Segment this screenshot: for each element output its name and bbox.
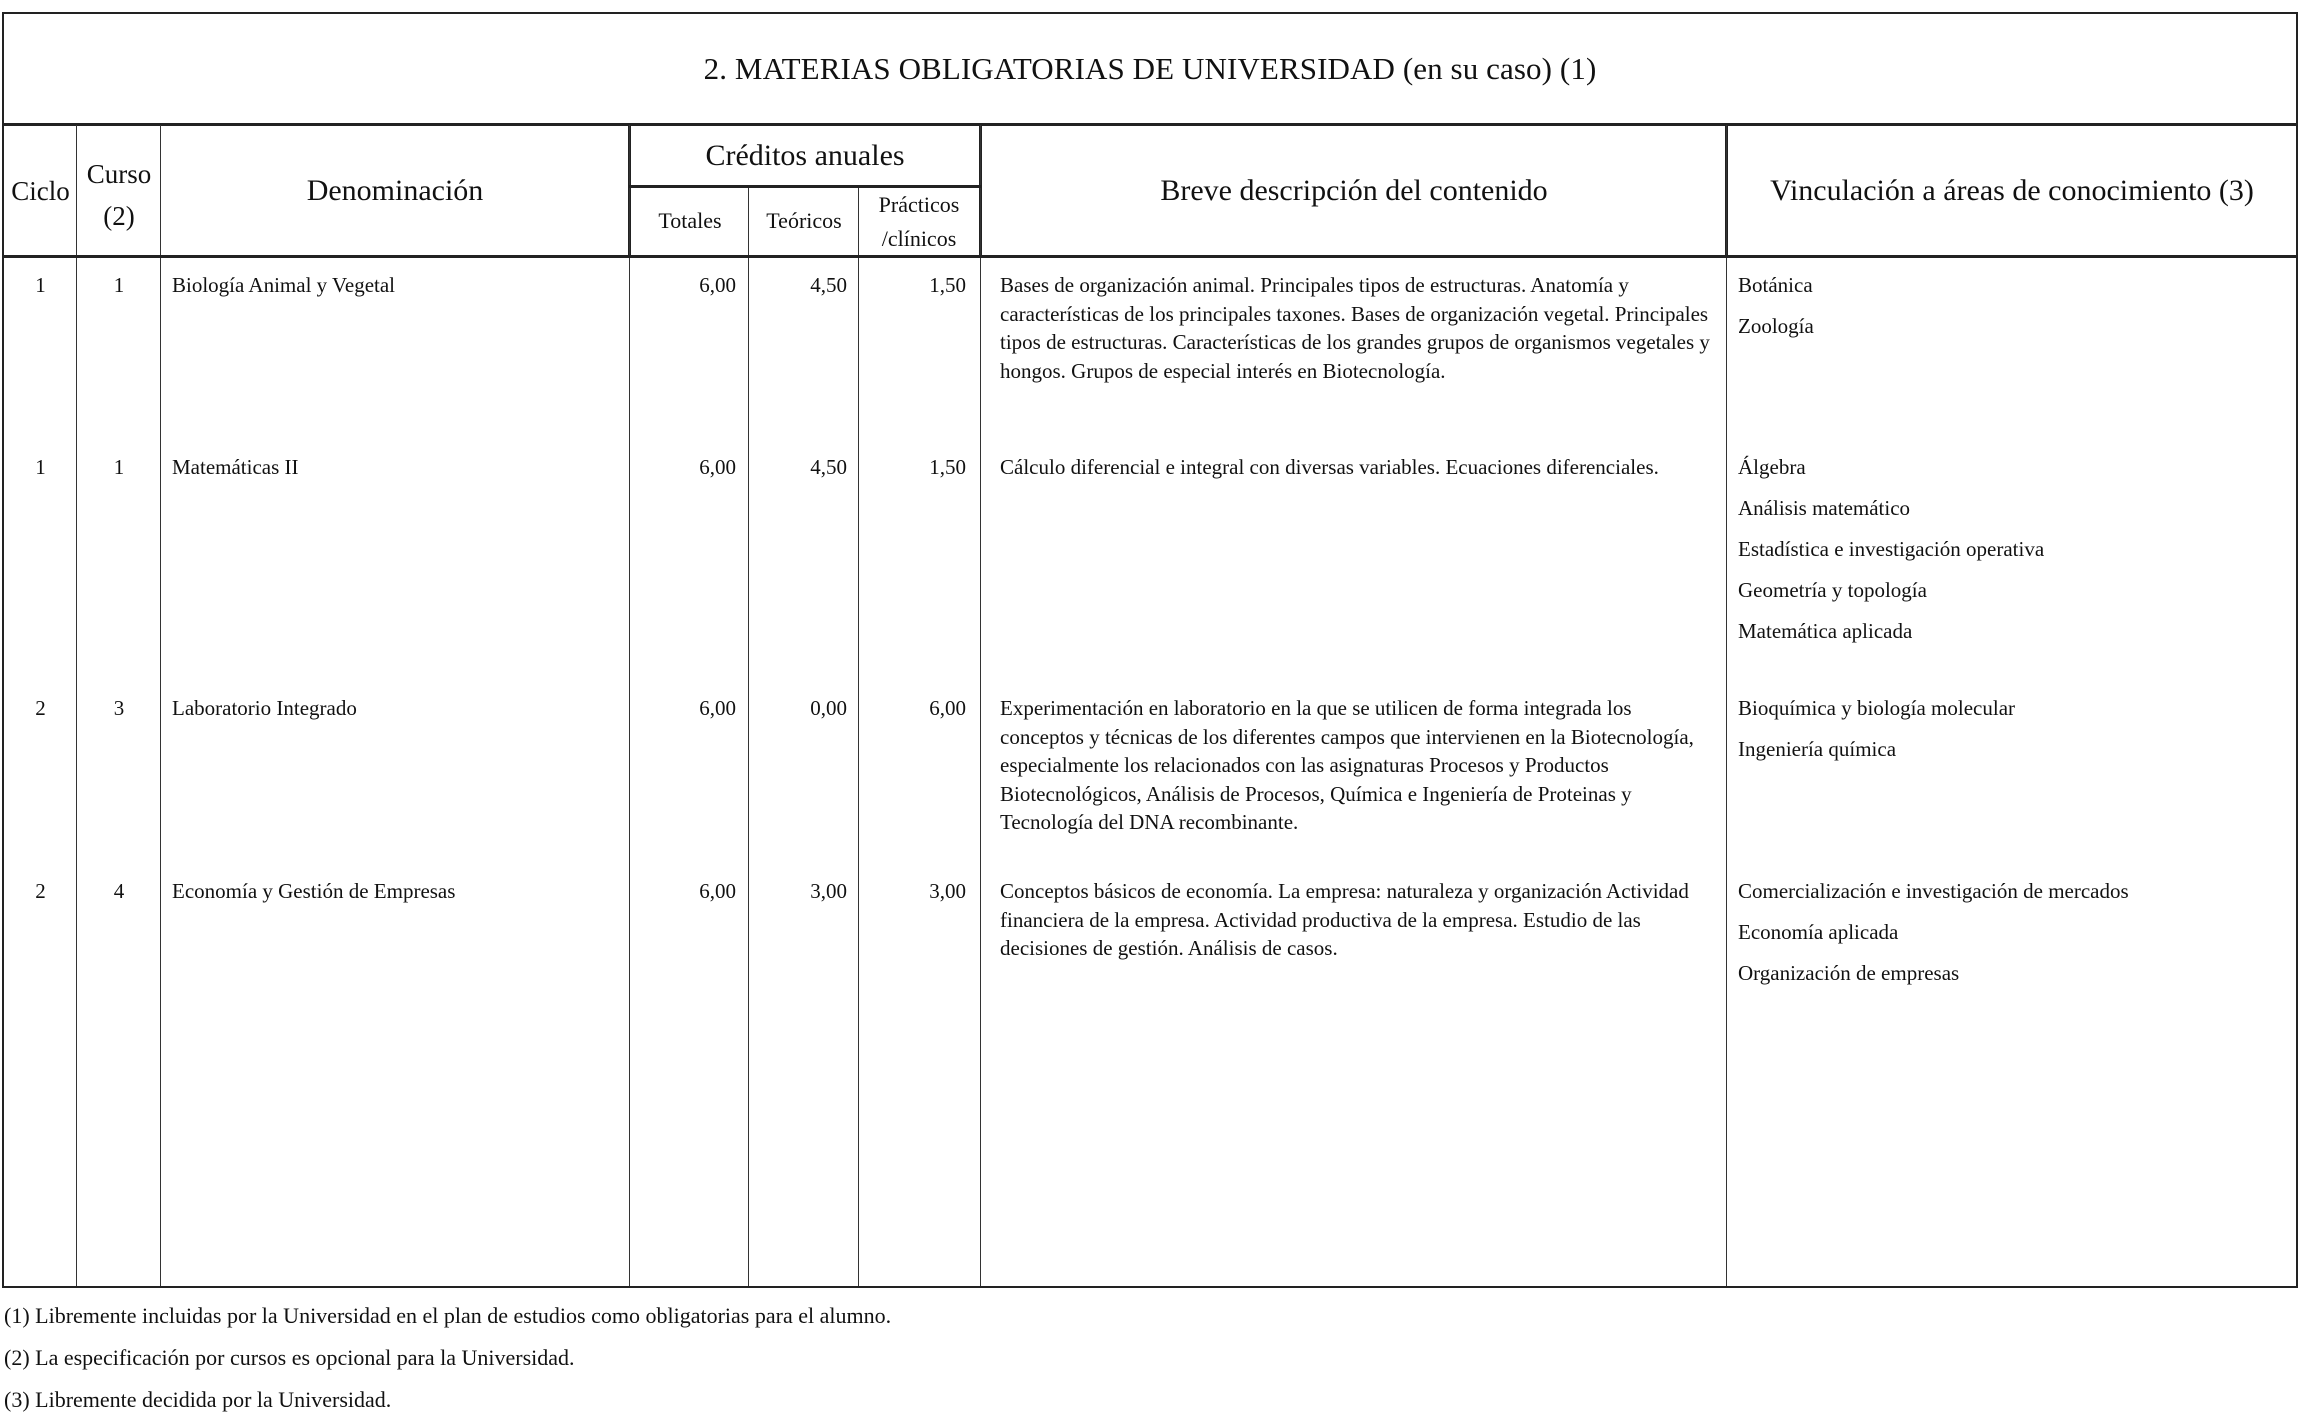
cell-ciclo: 1 — [35, 273, 46, 297]
cell-denominacion: Matemáticas II — [172, 455, 299, 479]
header-curso — [77, 125, 161, 257]
cell-descripcion: Conceptos básicos de economía. La empresa: naturaleza y organización Actividad financiera de la empresa. Actividad productiva de la empresa. Estudio de las decisiones de gestión. Análisis de casos. — [1000, 879, 1689, 960]
area-item: Análisis matemático — [1738, 496, 1911, 520]
header-practicos — [859, 188, 979, 255]
cell-curso: 1 — [113, 273, 125, 297]
header-ciclo: Ciclo — [11, 175, 70, 206]
area-item: Botánica — [1738, 273, 1813, 297]
cell-ciclo: 1 — [35, 455, 46, 479]
subjects-table — [2, 125, 2298, 1288]
divider-teoricos-practicos — [858, 187, 859, 1286]
cell-curso: 4 — [113, 879, 125, 903]
footnote-1: (1) Libremente incluidas por la Universidad en el plan de estudios como obligatorias para el alumno. — [4, 1303, 892, 1328]
cell-curso: 3 — [113, 696, 125, 720]
cell-areas — [1738, 877, 2288, 1000]
divider-practicos-descripcion — [980, 125, 981, 1286]
header-curso-note: (2) — [103, 201, 135, 231]
header-teoricos: Teóricos — [766, 208, 842, 234]
area-item: Economía aplicada — [1738, 920, 1899, 944]
header-totales: Totales — [658, 208, 722, 234]
cell-denominacion: Economía y Gestión de Empresas — [172, 879, 456, 903]
header-descripcion: Breve descripción del contenido — [1160, 174, 1548, 207]
divider-denominacion-creditos — [629, 125, 630, 1286]
divider-totales-teoricos — [748, 187, 749, 1286]
cell-curso: 1 — [113, 455, 125, 479]
divider-descripcion-vinculacion — [1726, 125, 1727, 1286]
cell-totales: 6,00 — [699, 455, 736, 479]
header-practicos-line2: /clínicos — [881, 225, 957, 251]
cell-descripcion: Cálculo diferencial e integral con diversas variables. Ecuaciones diferenciales. — [1000, 455, 1659, 479]
cell-practicos: 1,50 — [929, 455, 966, 479]
cell-denominacion: Laboratorio Integrado — [172, 696, 357, 720]
cell-descripcion: Experimentación en laboratorio en la que se utilicen de forma integrada los conceptos y técnicas de los diferentes campos que intervienen en la Biotecnología, especialmente los relacionados con las asignaturas Procesos y Productos Biotecnológicos, Análisis de Procesos, Química e Ingeniería de Proteinas y Tecnología del DNA recombinante. — [1000, 696, 1694, 834]
cell-areas — [1738, 271, 2288, 353]
cell-totales: 6,00 — [699, 273, 736, 297]
cell-practicos: 3,00 — [929, 879, 966, 903]
title-box — [2, 12, 2298, 126]
header-creditos-anuales: Créditos anuales — [705, 139, 905, 172]
cell-teoricos: 4,50 — [810, 455, 847, 479]
cell-areas — [1738, 453, 2288, 658]
header-vinculacion: Vinculación a áreas de conocimiento (3) — [1770, 174, 2254, 207]
cell-totales: 6,00 — [699, 879, 736, 903]
footnotes — [4, 1298, 891, 1424]
area-item: Organización de empresas — [1738, 961, 1960, 985]
cell-ciclo: 2 — [35, 696, 46, 720]
header-curso-label: Curso — [86, 158, 152, 189]
document-title: 2. MATERIAS OBLIGATORIAS DE UNIVERSIDAD (en su caso) (1) — [703, 50, 1597, 86]
area-item: Zoología — [1738, 314, 1814, 338]
cell-teoricos: 0,00 — [810, 696, 847, 720]
area-item: Álgebra — [1738, 455, 1806, 479]
cell-practicos: 1,50 — [929, 273, 966, 297]
cell-ciclo: 2 — [35, 879, 46, 903]
area-item: Matemática aplicada — [1738, 619, 1913, 643]
footnote-2: (2) La especificación por cursos es opcional para la Universidad. — [4, 1345, 575, 1370]
cell-denominacion: Biología Animal y Vegetal — [172, 273, 396, 297]
area-item: Bioquímica y biología molecular — [1738, 696, 2016, 720]
cell-teoricos: 4,50 — [810, 273, 847, 297]
footnote-3: (3) Libremente decidida por la Universidad. — [4, 1387, 392, 1412]
area-item: Comercialización e investigación de mercados — [1738, 879, 2129, 903]
area-item: Ingeniería química — [1738, 737, 1897, 761]
area-item: Geometría y topología — [1738, 578, 1927, 602]
cell-totales: 6,00 — [699, 696, 736, 720]
header-practicos-line1: Prácticos — [878, 191, 960, 217]
area-item: Estadística e investigación operativa — [1738, 537, 2045, 561]
header-denominacion: Denominación — [306, 174, 484, 207]
cell-practicos: 6,00 — [929, 696, 966, 720]
cell-teoricos: 3,00 — [810, 879, 847, 903]
cell-areas — [1738, 694, 2288, 776]
cell-descripcion: Bases de organización animal. Principales tipos de estructuras. Anatomía y características de los principales taxones. Bases de organización vegetal. Principales tipos de estructuras. Características de los grandes grupos de organismos vegetales y hongos. Grupos de especial interés en Biotecnología. — [1000, 273, 1710, 383]
